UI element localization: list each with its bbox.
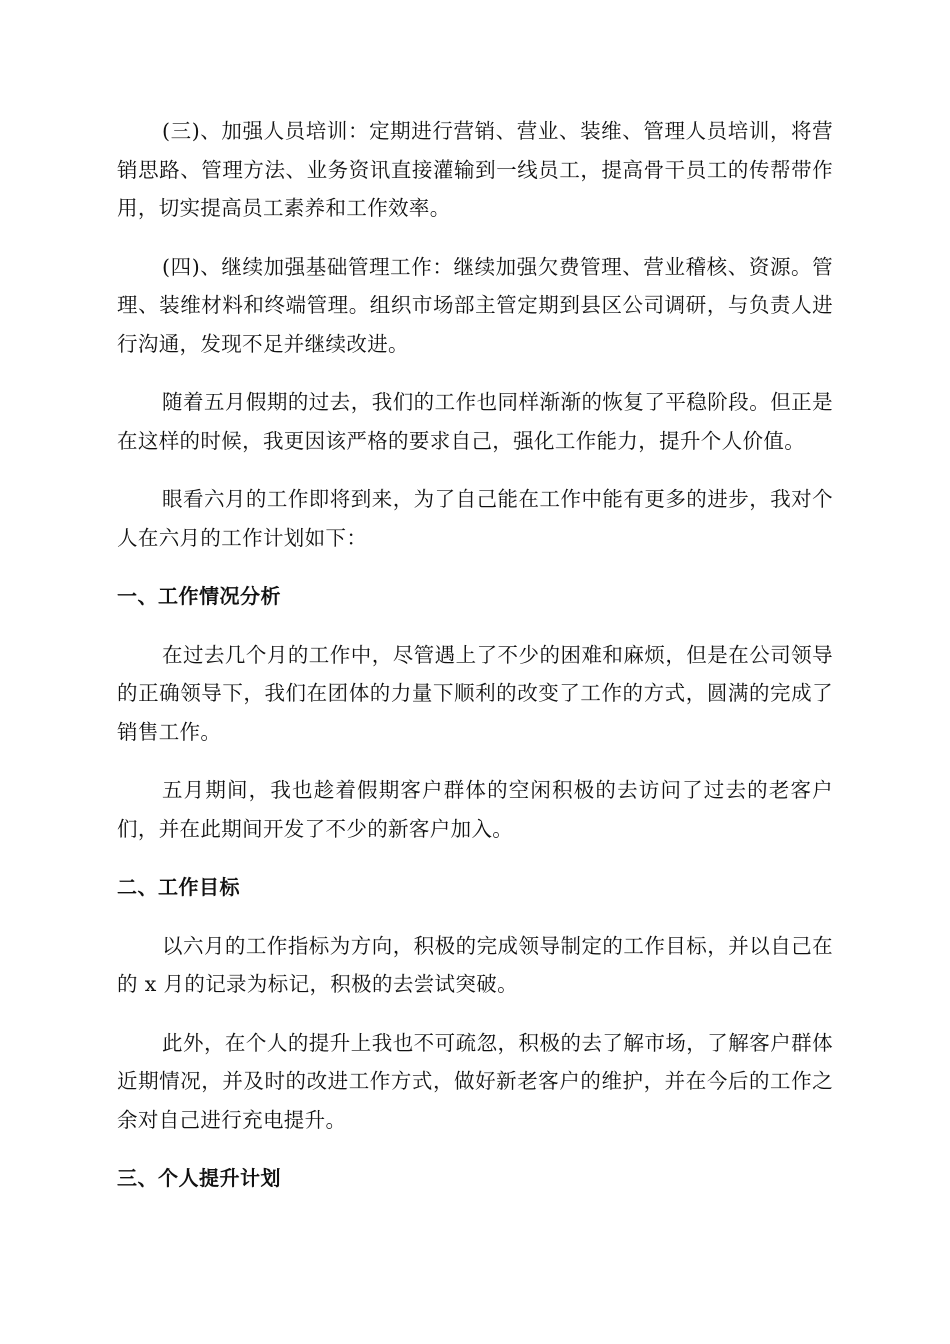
paragraph-self-improvement: 此外，在个人的提升上我也不可疏忽，积极的去了解市场，了解客户群体近期情况，并及时的改进工作方式，做好新老客户的维护，并在今后的工作之余对自己进行充电提升。 [117, 1030, 833, 1132]
paragraph-may-holiday: 随着五月假期的过去，我们的工作也同样渐渐的恢复了平稳阶段。但正是在这样的时候，我更因该严格的要求自己，强化工作能力，提升个人价值。 [117, 390, 833, 453]
paragraph-training: (三)、加强人员培训：定期进行营销、营业、装维、管理人员培训，将营销思路、管理方法、业务资讯直接灌输到一线员工，提高骨干员工的传帮带作用，切实提高员工素养和工作效率。 [117, 119, 833, 220]
paragraph-june-intro: 眼看六月的工作即将到来，为了自己能在工作中能有更多的进步，我对个人在六月的工作计划如下： [117, 487, 833, 550]
heading-work-analysis: 一、工作情况分析 [117, 584, 281, 608]
document-page [117, 112, 833, 1218]
heading-work-goals: 二、工作目标 [117, 875, 240, 899]
paragraph-may-clients: 五月期间，我也趁着假期客户群体的空闲积极的去访问了过去的老客户们，并在此期间开发了不少的新客户加入。 [117, 778, 833, 841]
paragraph-past-months: 在过去几个月的工作中，尽管遇上了不少的困难和麻烦，但是在公司领导的正确领导下，我们在团体的力量下顺利的改变了工作的方式，圆满的完成了销售工作。 [117, 642, 833, 744]
paragraph-basic-management: (四)、继续加强基础管理工作：继续加强欠费管理、营业稽核、资源。管理、装维材料和终端管理。组织市场部主管定期到县区公司调研，与负责人进行沟通，发现不足并继续改进。 [117, 254, 833, 356]
paragraph-june-targets: 以六月的工作指标为方向，积极的完成领导制定的工作目标，并以自己在的 x 月的记录为标记，积极的去尝试突破。 [117, 933, 833, 996]
heading-personal-plan: 三、个人提升计划 [117, 1166, 281, 1190]
